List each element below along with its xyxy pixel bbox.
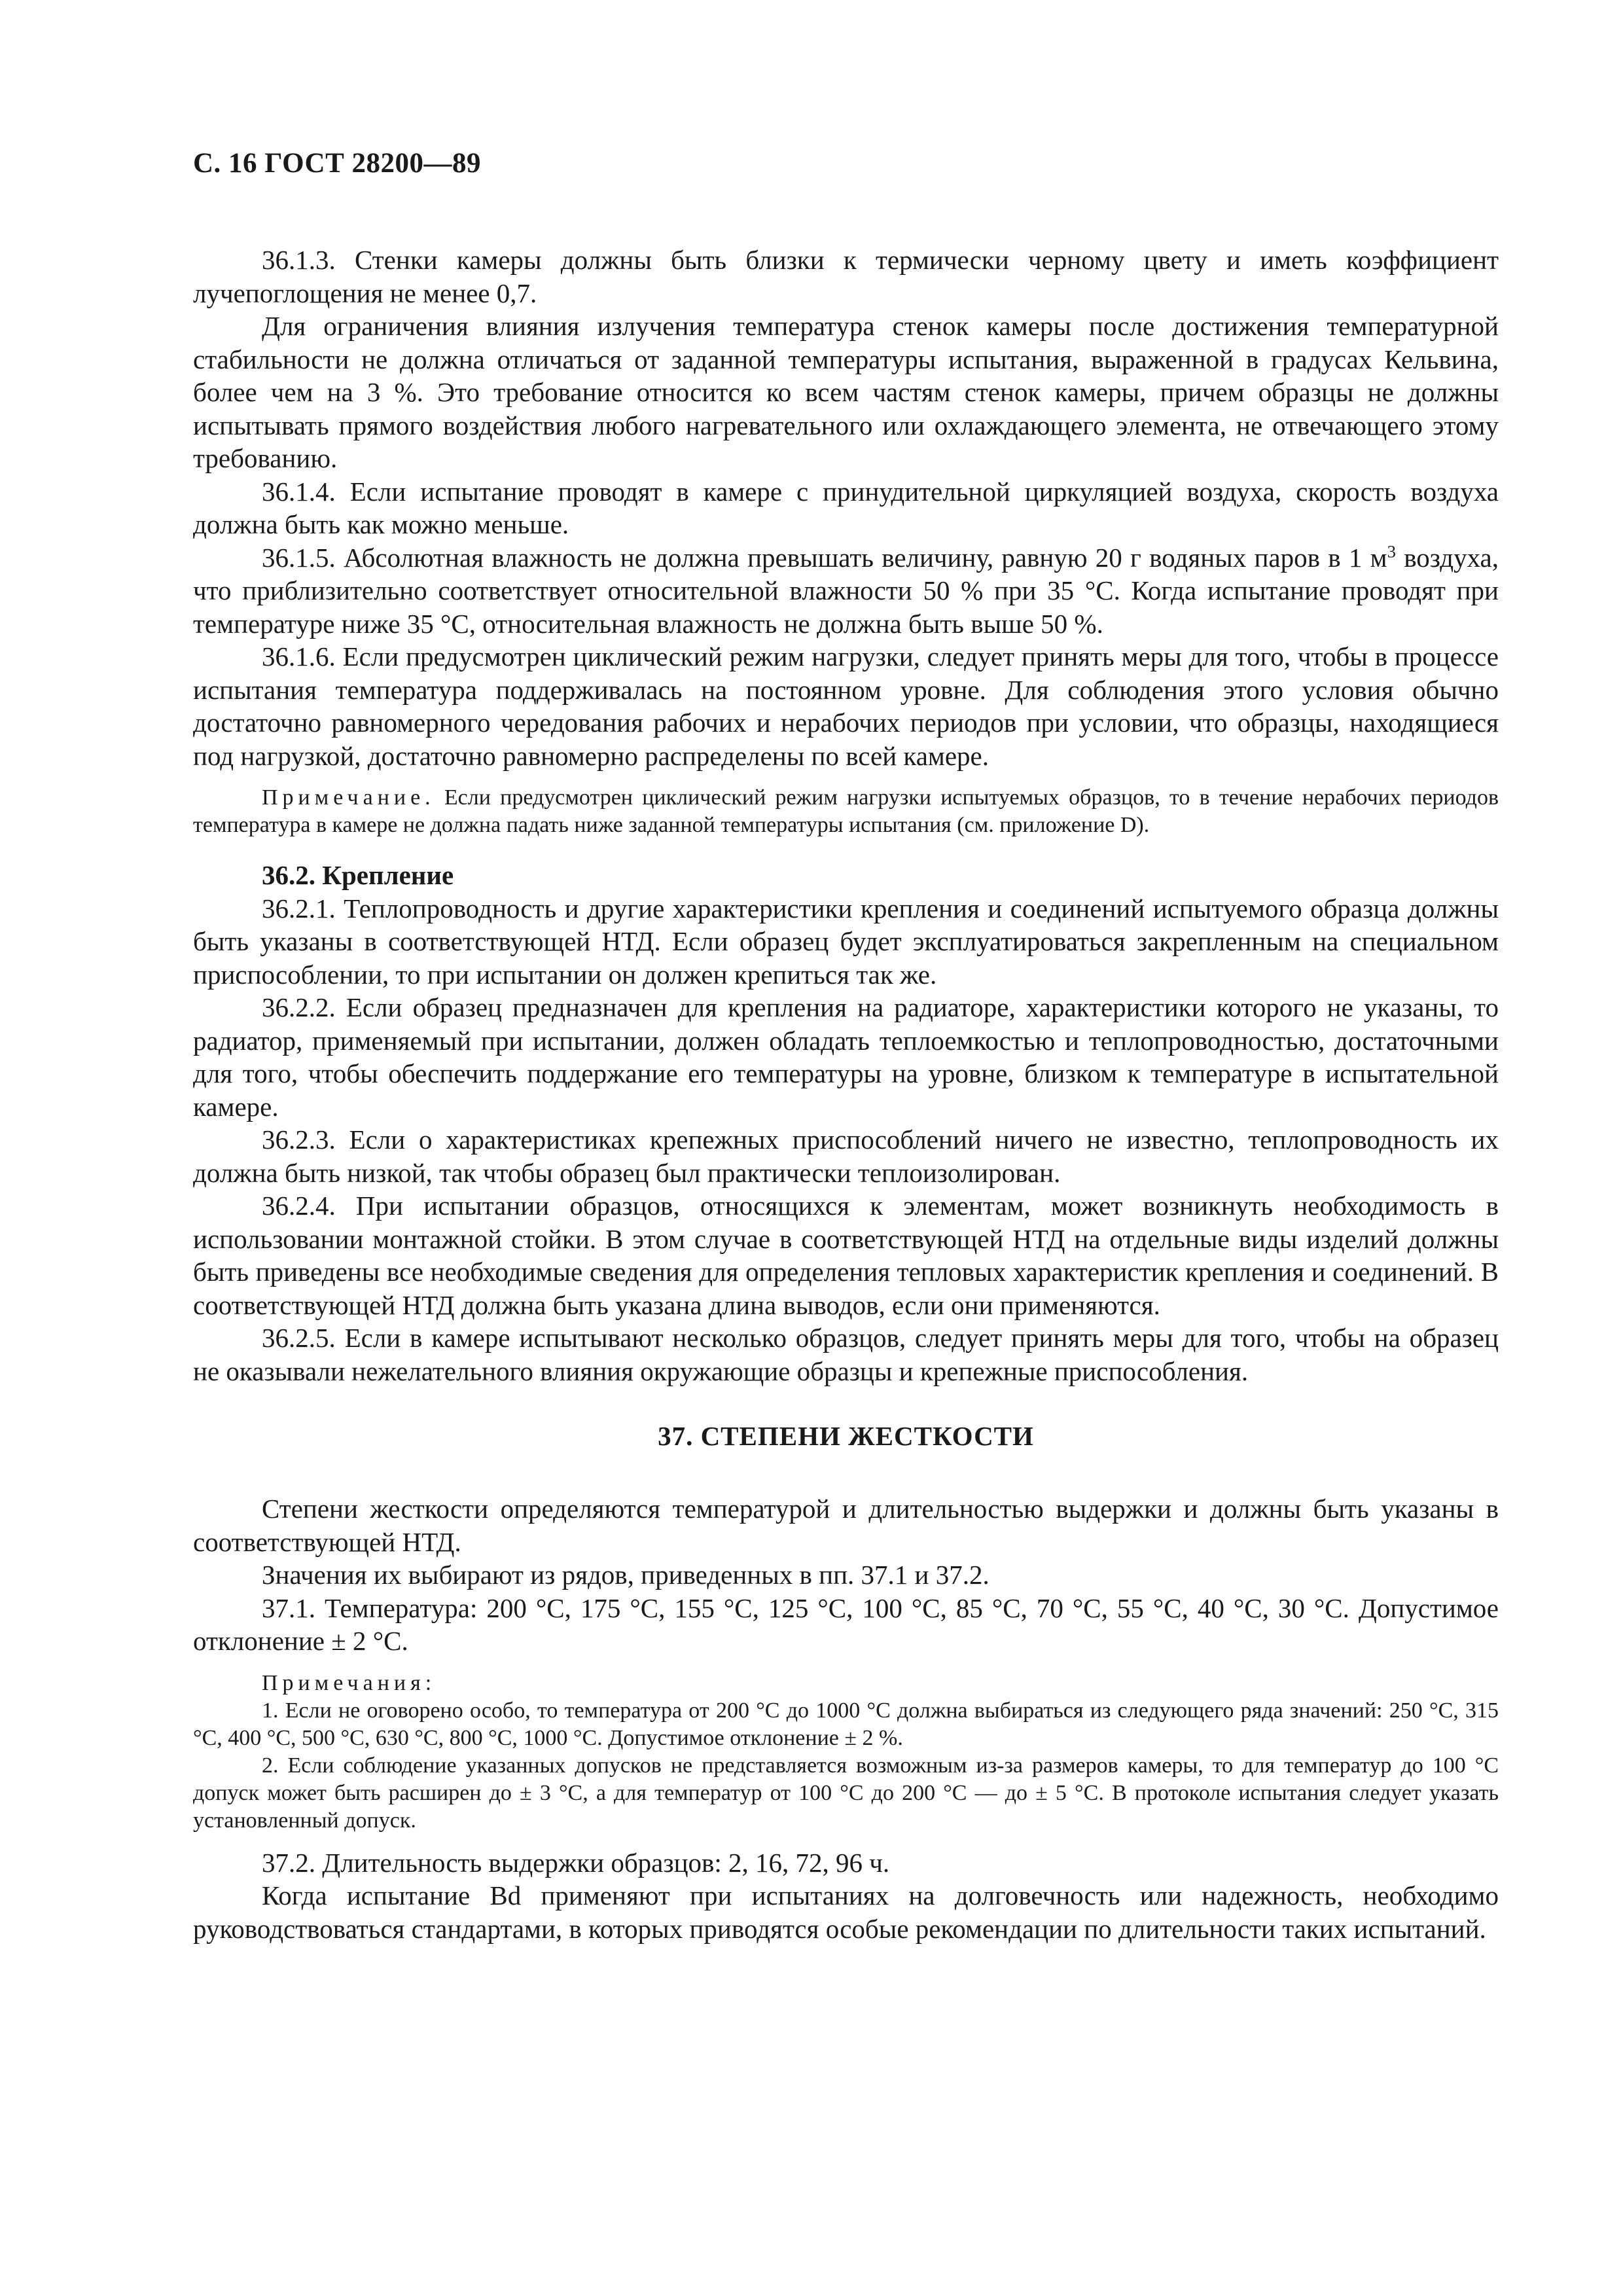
- paragraph-37-2-reliability: Когда испытание Bd применяют при испытаниях на долговечность или надежность, необходимо руководствоваться стандартами, в которых приводятся особые рекомендации по длительности таких испытаний.: [193, 1880, 1499, 1944]
- paragraph-36-1-4: 36.1.4. Если испытание проводят в камере с принудительной циркуляцией воздуха, скорость воздуха должна быть как можно меньше.: [193, 476, 1499, 539]
- paragraph-37-values: Значения их выбирают из рядов, приведенных в пп. 37.1 и 37.2.: [262, 1560, 990, 1590]
- paragraph-36-1-3: 36.1.3. Стенки камеры должны быть близки к термически черному цвету и иметь коэффициент лучепоглощения не менее 0,7.: [193, 245, 1499, 308]
- note-label: Примечание.: [262, 785, 435, 810]
- section-heading-36-2: 36.2. Крепление: [262, 860, 454, 890]
- paragraph-36-2-5: 36.2.5. Если в камере испытывают несколько образцов, следует принять меры для того, чтобы на образец не оказывали нежелательного влияния окружающие образцы и крепежные приспособления.: [193, 1323, 1499, 1386]
- paragraph-36-1-3-radiation: Для ограничения влияния излучения температура стенок камеры после достижения температурной стабильности не должна отличаться от заданной температуры испытания, выраженной в градусах Кельвина, более чем на 3 %. Это требование относится ко всем частям стенок камеры, причем образцы не должны испытывать прямого воздействия любого нагревательного или охлаждающего элемента, не отвечающего этому требованию.: [193, 311, 1499, 473]
- notes-label: [193, 1670, 1499, 1697]
- paragraph-36-1-5-part-a: 36.1.5. Абсолютная влажность не должна превышать величину, равную 20 г водяных паров в 1 м: [262, 542, 1387, 573]
- note-item-1: 1. Если не оговорено особо, то температура от 200 °С до 1000 °С должна выбираться из следующего ряда значений: 250 °С, 315 °С, 400 °С, 500 °С, 630 °С, 800 °С, 1000 °С. Допустимое отклонение ± 2 %.: [193, 1698, 1499, 1750]
- paragraph-37-1: 37.1. Температура: 200 °С, 175 °С, 155 °С, 125 °С, 100 °С, 85 °С, 70 °С, 55 °С, 40 °С, 30 °С. Допустимое отклонение ± 2 °С.: [193, 1592, 1499, 1656]
- paragraph-36-2-2: 36.2.2. Если образец предназначен для крепления на радиаторе, характеристики которого не указаны, то радиатор, применяемый при испытании, должен обладать теплоемкостью и теплопроводностью, достаточными для того, чтобы обеспечить поддержание его температуры на уровне, близком к температуре в испытательной камере.: [193, 992, 1499, 1122]
- paragraph-36-2-1: 36.2.1. Теплопроводность и другие характеристики крепления и соединений испытуемого образца должны быть указаны в соответствующей НТД. Если образец будет эксплуатироваться закрепленным на специальном приспособлении, то при испытании он должен крепиться так же.: [193, 893, 1499, 990]
- paragraph-36-2-3: 36.2.3. Если о характеристиках крепежных приспособлений ничего не известно, теплопроводность их должна быть низкой, так чтобы образец был практически теплоизолирован.: [193, 1124, 1499, 1188]
- paragraph-36-1-6: 36.1.6. Если предусмотрен циклический режим нагрузки, следует принять меры для того, чтобы в процессе испытания температура поддерживалась на постоянном уровне. Для соблюдения этого условия обычно достаточно равномерного чередования рабочих и нерабочих периодов при условии, что образцы, находящиеся под нагрузкой, достаточно равномерно распределены по всей камере.: [193, 641, 1499, 771]
- paragraph-36-1-5-part-b: воздуха, что приблизительно соответствует относительной влажности 50 % при 35 °С. Когда испытание проводят при температуре ниже 35 °С, относительная влажность не должна быть выше 50 %.: [193, 542, 1499, 639]
- document-page: [193, 147, 1499, 1945]
- page-header: С. 16 ГОСТ 28200—89: [193, 148, 482, 179]
- superscript-cubic: 3: [1387, 541, 1396, 561]
- note-cyclic-load: [193, 784, 1499, 839]
- note-item-2: 2. Если соблюдение указанных допусков не представляется возможным из-за размеров камеры, то для температур до 100 °С допуск может быть расширен до ± 3 °С, а для температур от 100 °С до 200 °С — до ± 5 °С. В протоколе испытания следует указать установленный допуск.: [193, 1753, 1499, 1833]
- paragraph-36-1-5: [193, 541, 1499, 641]
- paragraph-37-intro: Степени жесткости определяются температурой и длительностью выдержки и должны быть указаны в соответствующей НТД.: [193, 1494, 1499, 1557]
- note-text: Если предусмотрен циклический режим нагрузки испытуемых образцов, то в течение нерабочих периодов температура в камере не должна падать ниже заданной температуры испытания (см. приложение D).: [193, 785, 1499, 837]
- paragraph-37-2: 37.2. Длительность выдержки образцов: 2, 16, 72, 96 ч.: [262, 1847, 890, 1878]
- paragraph-36-2-4: 36.2.4. При испытании образцов, относящихся к элементам, может возникнуть необходимость в использовании монтажной стойки. В этом случае в соответствующей НТД на отдельные виды изделий должны быть приведены все необходимые сведения для определения тепловых характеристик крепления и соединений. В соответствующей НТД должна быть указана длина выводов, если они применяются.: [193, 1191, 1499, 1320]
- notes-label-text: Примечания:: [262, 1670, 437, 1695]
- section-heading-37: 37. СТЕПЕНИ ЖЕСТКОСТИ: [658, 1421, 1034, 1451]
